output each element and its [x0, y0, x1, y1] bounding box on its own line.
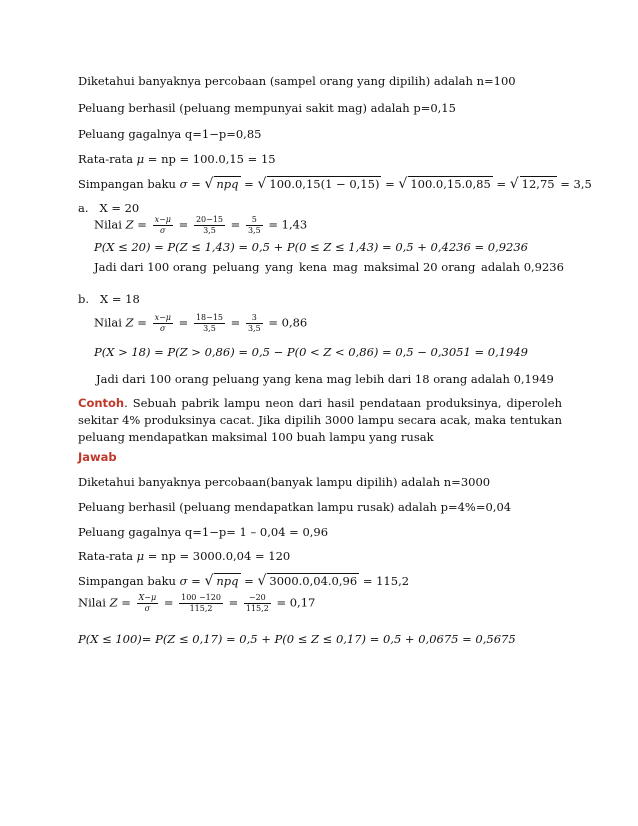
conclusion-word: adalah 0,9236 [481, 260, 564, 274]
z-den: σ [144, 604, 151, 613]
z-result: = 0,86 [268, 315, 308, 330]
conclusion-word: Jadi dari 100 orang [94, 260, 207, 274]
std-dev-line: Simpangan baku σ = √ npq = √ 100.0,15(1 − 0,15) = √ 100.0,15.0,85 = √ 12,75 = 3,5 [78, 176, 592, 192]
z-result: = 0,17 [276, 595, 316, 610]
z-den: 115,2 [245, 604, 269, 613]
sqrt-expr: 3000.0,04.0,96 [269, 574, 358, 588]
z-result: = 1,43 [268, 217, 308, 232]
part-b-z-line: Nilai Z = $\frac{x-\mu}{\sigma}$ = $\frac{18-15}{3,5}$ = $\frac{3}{3,5}$ = 0,86 [94, 313, 308, 333]
given-n-line: Diketahui banyaknya percobaan (sampel orang yang dipilih) adalah n=100 [78, 74, 516, 88]
part-a-label: a. [78, 201, 89, 215]
jawab-q-line: Peluang gagalnya q=1−p= 1 – 0,04 = 0,96 [78, 525, 329, 539]
z-num: X−μ [138, 593, 157, 602]
mean-formula: = np = 3000.0,04 = 120 [147, 549, 291, 563]
z-label: Nilai [94, 217, 122, 232]
std-dev-label: Simpangan baku [78, 177, 176, 191]
jawab-std-dev-line: Simpangan baku σ = √ npq = √ 3000.0,04.0,96 = 115,2 [78, 573, 410, 589]
jawab-prob: P(X ≤ 100)= P(Z ≤ 0,17) = 0,5 + P(0 ≤ Z ≤ 0,17) = 0,5 + 0,0675 = 0,5675 [78, 632, 516, 646]
z-den: σ [160, 324, 166, 333]
conclusion-word: peluang [212, 260, 260, 274]
std-dev-label: Simpangan baku [78, 574, 176, 588]
conclusion-word: yang [265, 260, 294, 274]
contoh-paragraph [78, 395, 562, 446]
mean-label: Rata-rata [78, 152, 133, 166]
sqrt-expr-2: 100.0,15.0,85 [410, 177, 491, 191]
mean-formula: = np = 100.0,15 = 15 [147, 152, 276, 166]
z-num: 5 [246, 215, 263, 226]
part-a-header [78, 201, 139, 215]
part-a-z-line: Nilai Z = $\frac{x-\mu}{\sigma}$ = $\frac{20-15}{3,5}$ = $\frac{5}{3,5}$ = 1,43 [94, 215, 308, 235]
conclusion-word: maksimal 20 orang [363, 260, 476, 274]
z-num: 100 −120 [181, 593, 221, 602]
part-b-conclusion: Jadi dari 100 orang peluang yang kena mag lebih dari 18 orang adalah 0,1949 [96, 372, 554, 386]
part-b-x: X = 18 [100, 292, 140, 306]
z-den: σ [160, 226, 166, 235]
z-num: 18−15 [195, 313, 223, 322]
contoh-text: . Sebuah pabrik lampu neon dari hasil pendataan produksinya, diperoleh sekitar 4% produksinya cacat. Jika dipilih 3000 lampu secara acak, maka tentukan peluang mendapatkan maksimal 100 buah lampu yang rusak [78, 396, 562, 444]
part-b-label: b. [78, 292, 90, 306]
std-dev-result: = 3,5 [560, 177, 592, 191]
z-num: 3 [246, 313, 263, 324]
jawab-mean-line: Rata-rata μ = np = 3000.0,04 = 120 [78, 549, 291, 563]
part-a-x: X = 20 [99, 201, 140, 215]
z-den: 3,5 [247, 226, 261, 235]
part-b-prob: P(X > 18) = P(Z > 0,86) = 0,5 − P(0 < Z < 0,86) = 0,5 − 0,3051 = 0,1949 [94, 345, 528, 359]
z-label: Nilai [78, 595, 106, 610]
given-q-line: Peluang gagalnya q=1−p=0,85 [78, 127, 262, 141]
part-a-prob: P(X ≤ 20) = P(Z ≤ 1,43) = 0,5 + P(0 ≤ Z ≤ 1,43) = 0,5 + 0,4236 = 0,9236 [94, 240, 528, 254]
z-label: Nilai [94, 315, 122, 330]
z-den: 3,5 [203, 226, 216, 235]
sqrt-expr-3: 12,75 [521, 177, 555, 191]
jawab-p-line: Peluang berhasil (peluang mendapatkan lampu rusak) adalah p=4%=0,04 [78, 500, 512, 514]
jawab-z-line: Nilai Z = $\frac{X-\mu}{\sigma}$ = $\frac{100 -120}{115,2}$ = $\frac{-20}{115,2}$ = 0,17 [78, 593, 316, 613]
z-num: −20 [244, 593, 271, 604]
jawab-n-line: Diketahui banyaknya percobaan(banyak lampu dipilih) adalah n=3000 [78, 475, 491, 489]
given-p-line: Peluang berhasil (peluang mempunyai sakit mag) adalah p=0,15 [78, 101, 456, 115]
z-den: 3,5 [203, 324, 216, 333]
conclusion-word: mag [332, 260, 358, 274]
mean-label: Rata-rata [78, 549, 133, 563]
part-b-header [78, 292, 140, 306]
part-a-conclusion [94, 260, 564, 274]
z-den: 115,2 [189, 604, 213, 613]
conclusion-word: kena [299, 260, 328, 274]
contoh-heading: Contoh [78, 396, 125, 410]
mean-line: Rata-rata μ = np = 100.0,15 = 15 [78, 152, 276, 166]
sqrt-expr-1: 100.0,15(1 − 0,15) [269, 177, 380, 191]
z-num: 20−15 [195, 215, 223, 224]
z-num: x−μ [154, 215, 171, 224]
jawab-heading: Jawab [78, 450, 117, 464]
std-dev-result: = 115,2 [362, 574, 410, 588]
z-den: 3,5 [247, 324, 261, 333]
z-num: x−μ [154, 313, 171, 322]
